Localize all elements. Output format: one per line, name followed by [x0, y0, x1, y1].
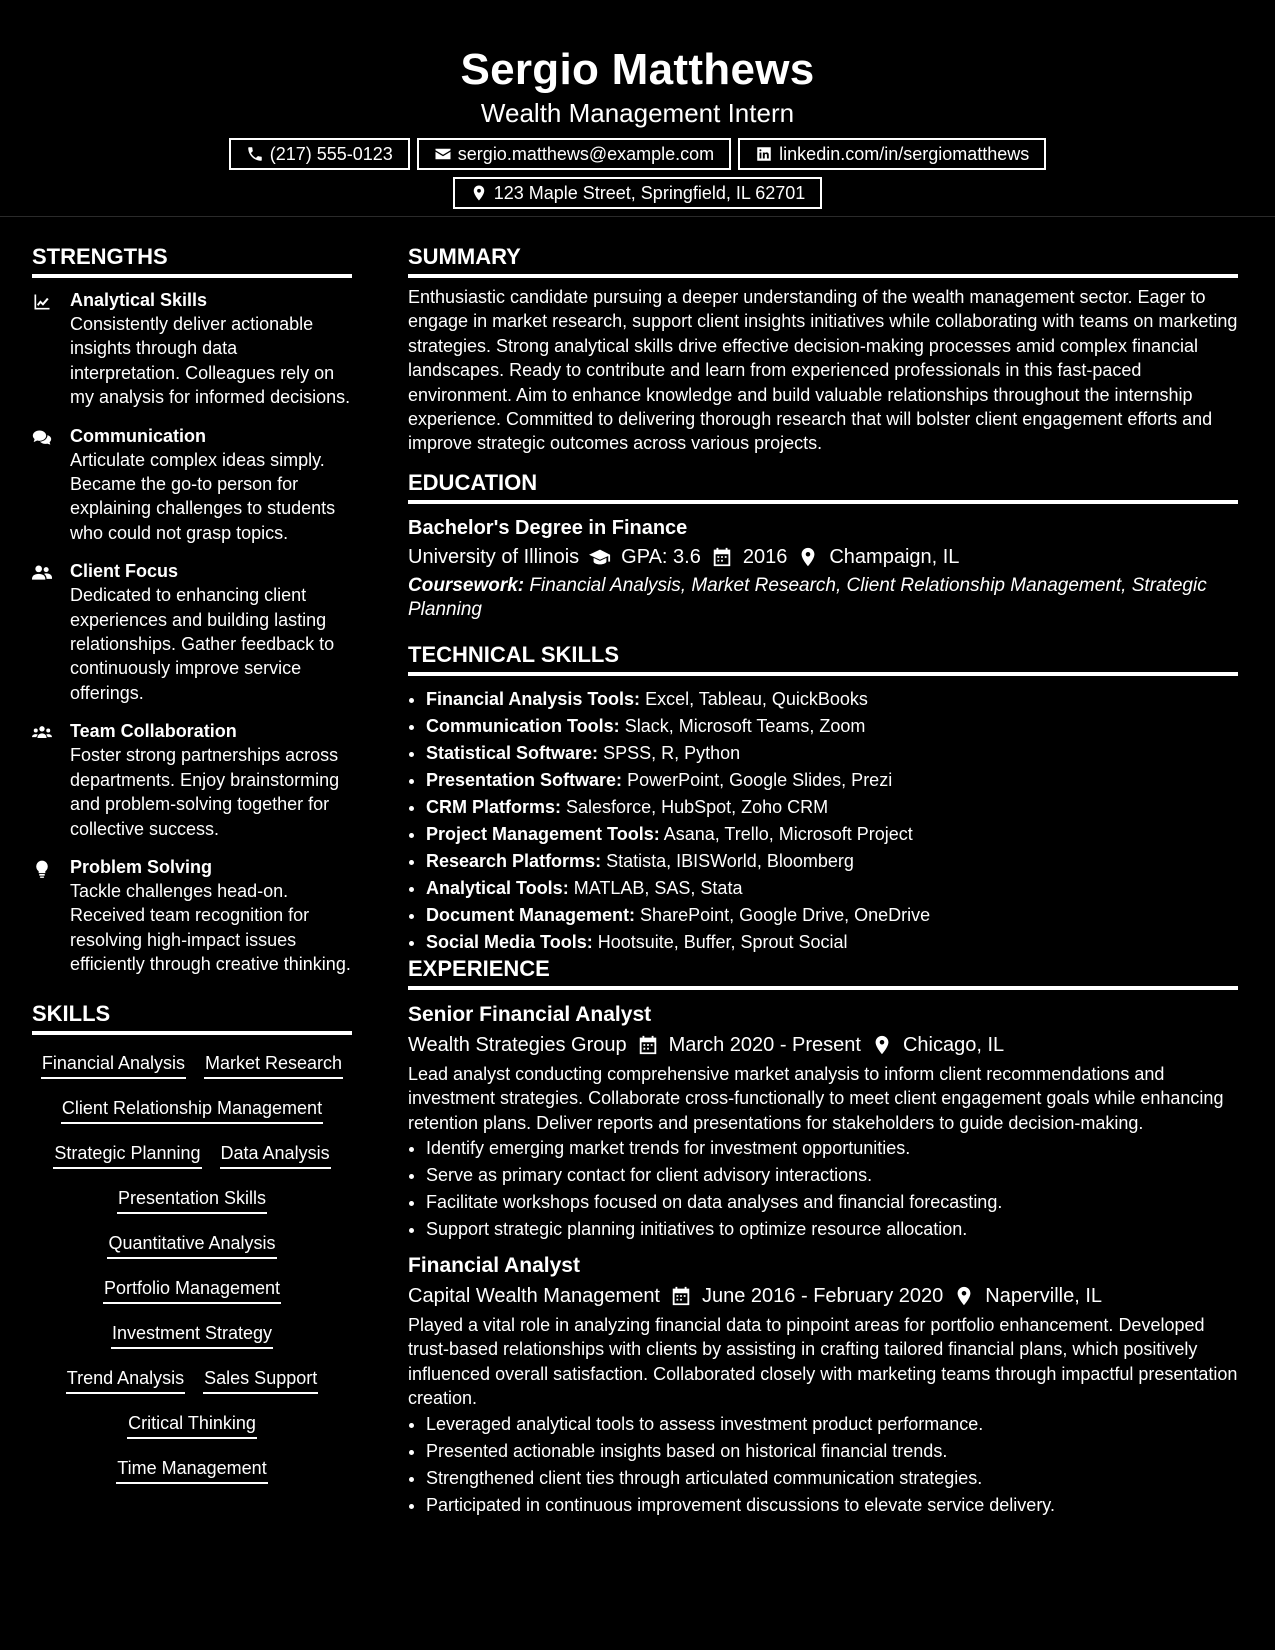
chart-line-icon — [32, 292, 52, 312]
technical-skills-heading: TECHNICAL SKILLS — [408, 642, 1238, 676]
comments-icon — [32, 428, 52, 448]
company-name: Capital Wealth Management — [408, 1285, 660, 1308]
strength-description: Dedicated to enhancing client experiences and building lasting relationships. Gather feedback to continuously improve service offerings. — [70, 585, 335, 703]
strength-item — [32, 559, 352, 705]
calendar-icon — [711, 546, 733, 568]
job-title: Financial Analyst — [408, 1254, 580, 1278]
list-item: • Project Management Tools: Asana, Trello, Microsoft Project — [426, 821, 1238, 848]
strength-title: Problem Solving — [70, 856, 213, 877]
summary-text: Enthusiastic candidate pursuing a deeper understanding of the wealth management sector. Eager to engage in market research, support client insights initiatives while collaborating with teams on marketing strategies. Strong analytical skills drive effective decision-making processes amid complex financial landscapes. Ready to contribute and learn from experienced professionals in this fast-paced environment. Aim to enhance knowledge and build valuable relationships throughout the internship experience. Committed to delivering thorough research that will bolster client engagement efforts and improve strategic outcomes across various projects. — [408, 287, 1238, 454]
strength-description: Articulate complex ideas simply. Became the go-to person for explaining challenges to students who could not grasp topics. — [70, 449, 336, 543]
strength-item — [32, 719, 352, 841]
strength-title: Analytical Skills — [70, 290, 208, 310]
job-location: Naperville, IL — [985, 1285, 1102, 1308]
job-dates: March 2020 - Present — [668, 1033, 861, 1056]
experience-heading: EXPERIENCE — [408, 956, 1238, 990]
map-marker-icon — [871, 1034, 893, 1056]
graduation-cap-icon — [589, 546, 611, 568]
job-meta — [408, 1281, 1238, 1311]
list-item: • Participated in continuous improvement discussions to elevate service delivery. — [426, 1492, 1238, 1519]
skill-tag: Trend Analysis — [66, 1366, 185, 1394]
gpa-text: GPA: 3.6 — [621, 545, 701, 568]
list-item: • Presentation Software: PowerPoint, Google Slides, Prezi — [426, 767, 1238, 794]
list-item: • Document Management: SharePoint, Google Drive, OneDrive — [426, 902, 1238, 929]
degree-title: Bachelor's Degree in Finance — [408, 516, 688, 539]
list-item: • Communication Tools: Slack, Microsoft Teams, Zoom — [426, 713, 1238, 740]
school-location: Champaign, IL — [829, 545, 960, 568]
strength-description: Consistently deliver actionable insights through data interpretation. Colleagues rely on my analysis for informed decisions. — [70, 314, 351, 408]
skill-tag: Sales Support — [203, 1366, 318, 1394]
address-row — [0, 177, 1275, 209]
linkedin-text: linkedin.com/in/sergiomatthews — [779, 143, 1030, 164]
technical-skills-list — [408, 686, 1238, 956]
address-text: 123 Maple Street, Springfield, IL 62701 — [493, 182, 806, 203]
phone-text: (217) 555-0123 — [269, 143, 393, 164]
skill-tag: Investment Strategy — [111, 1321, 273, 1349]
skill-row — [32, 1186, 352, 1231]
skill-tag: Quantitative Analysis — [107, 1231, 276, 1259]
map-marker-icon — [797, 546, 819, 568]
job-title: Senior Financial Analyst — [408, 1002, 652, 1026]
resume-header — [0, 0, 1275, 217]
company-name: Wealth Strategies Group — [408, 1033, 627, 1056]
strength-title: Team Collaboration — [70, 721, 237, 742]
map-marker-icon — [953, 1285, 975, 1307]
list-item: • Facilitate workshops focused on data analyses and financial forecasting. — [426, 1189, 1238, 1216]
skill-tag: Critical Thinking — [127, 1411, 257, 1439]
calendar-icon — [670, 1285, 692, 1307]
job-description: Lead analyst conducting comprehensive market analysis to inform client recommendations and investment strategies. Collaborate cross-functionally to meet client engagement goals while enhancing retention plans. Deliver reports and presentations for stakeholders to guide decision-making. — [408, 1063, 1224, 1133]
contact-row — [0, 138, 1275, 170]
list-item: • Research Platforms: Statista, IBISWorld, Bloomberg — [426, 848, 1238, 875]
strength-description: Tackle challenges head-on. Received team recognition for resolving high-impact issues efficiently through creative thinking. — [70, 880, 351, 975]
job-description: Played a vital role in analyzing financial data to pinpoint areas for portfolio enhancement. Developed trust-based relationships with clients by assisting in crafting tailored financial plans, which positively influenced overall satisfaction. Collaborated closely with marketing teams through impactful presentation creation. — [408, 1315, 1238, 1409]
skill-tag: Market Research — [204, 1051, 343, 1079]
strength-title: Client Focus — [70, 561, 179, 582]
list-item: • Financial Analysis Tools: Excel, Tableau, QuickBooks — [426, 686, 1238, 713]
list-item: • Statistical Software: SPSS, R, Python — [426, 740, 1238, 767]
skill-tag: Financial Analysis — [41, 1051, 186, 1079]
coursework — [408, 574, 1238, 622]
skill-tag: Client Relationship Management — [61, 1096, 323, 1124]
phone-icon — [246, 145, 264, 163]
skill-row — [32, 1366, 352, 1411]
list-item: • Identify emerging market trends for investment opportunities. — [426, 1135, 1238, 1162]
list-item: • Presented actionable insights based on historical financial trends. — [426, 1438, 1238, 1465]
skill-tag: Presentation Skills — [117, 1186, 267, 1214]
job-bullets — [408, 1411, 1238, 1519]
graduation-year: 2016 — [742, 545, 788, 568]
envelope-icon — [434, 145, 452, 163]
job-entry — [408, 1251, 1238, 1519]
list-item: • CRM Platforms: Salesforce, HubSpot, Zoho CRM — [426, 794, 1238, 821]
linkedin-icon — [755, 145, 773, 163]
education-heading: EDUCATION — [408, 470, 1238, 504]
skill-row — [32, 1231, 352, 1276]
map-marker-icon — [470, 184, 488, 202]
strength-item — [32, 855, 352, 977]
summary-heading: SUMMARY — [408, 244, 1238, 278]
linkedin-chip[interactable] — [738, 138, 1046, 170]
list-item: • Analytical Tools: MATLAB, SAS, Stata — [426, 875, 1238, 902]
list-item: • Strengthened client ties through articulated communication strategies. — [426, 1465, 1238, 1492]
job-bullets — [408, 1135, 1238, 1243]
strength-title: Communication — [70, 425, 207, 446]
list-item: • Support strategic planning initiatives to optimize resource allocation. — [426, 1216, 1238, 1243]
skill-row — [32, 1276, 352, 1321]
skills-section — [32, 1001, 352, 1501]
list-item: • Leveraged analytical tools to assess investment product performance. — [426, 1411, 1238, 1438]
address-chip — [453, 177, 823, 209]
coursework-list: Financial Analysis, Market Research, Client Relationship Management, Strategic Planning — [408, 574, 1207, 620]
skill-tag: Strategic Planning — [53, 1141, 201, 1169]
candidate-title: Wealth Management Intern — [480, 98, 795, 128]
strength-description: Foster strong partnerships across departments. Enjoy brainstorming and problem-solving together for collective success. — [70, 745, 340, 839]
email-text: sergio.matthews@example.com — [457, 143, 715, 164]
lightbulb-icon — [32, 859, 52, 879]
job-dates: June 2016 - February 2020 — [702, 1285, 944, 1308]
right-column — [408, 217, 1238, 1527]
job-location: Chicago, IL — [902, 1033, 1005, 1056]
skill-tag: Portfolio Management — [103, 1276, 281, 1304]
email-chip[interactable] — [417, 138, 731, 170]
phone-chip[interactable] — [229, 138, 410, 170]
skill-tag: Data Analysis — [220, 1141, 331, 1169]
job-entry — [408, 1000, 1238, 1243]
group-icon — [32, 723, 52, 743]
education-meta — [408, 542, 1238, 572]
school-name: University of Illinois — [408, 545, 580, 568]
list-item: • Social Media Tools: Hootsuite, Buffer, Sprout Social — [426, 929, 1238, 956]
skill-row — [32, 1411, 352, 1456]
list-item: • Serve as primary contact for client advisory interactions. — [426, 1162, 1238, 1189]
job-meta — [408, 1030, 1238, 1060]
left-column — [32, 217, 352, 1527]
skill-row — [32, 1141, 352, 1186]
strength-item — [32, 424, 352, 546]
candidate-name: Sergio Matthews — [460, 45, 815, 94]
skill-row — [32, 1096, 352, 1141]
skill-row — [32, 1051, 352, 1096]
coursework-label: Coursework: — [408, 574, 525, 596]
skill-row — [32, 1321, 352, 1366]
strengths-heading: STRENGTHS — [32, 244, 352, 278]
calendar-icon — [637, 1034, 659, 1056]
skill-row — [32, 1456, 352, 1501]
skills-heading: SKILLS — [32, 1001, 352, 1035]
skill-tag: Time Management — [116, 1456, 267, 1484]
users-icon — [32, 563, 52, 583]
strength-item — [32, 288, 352, 410]
